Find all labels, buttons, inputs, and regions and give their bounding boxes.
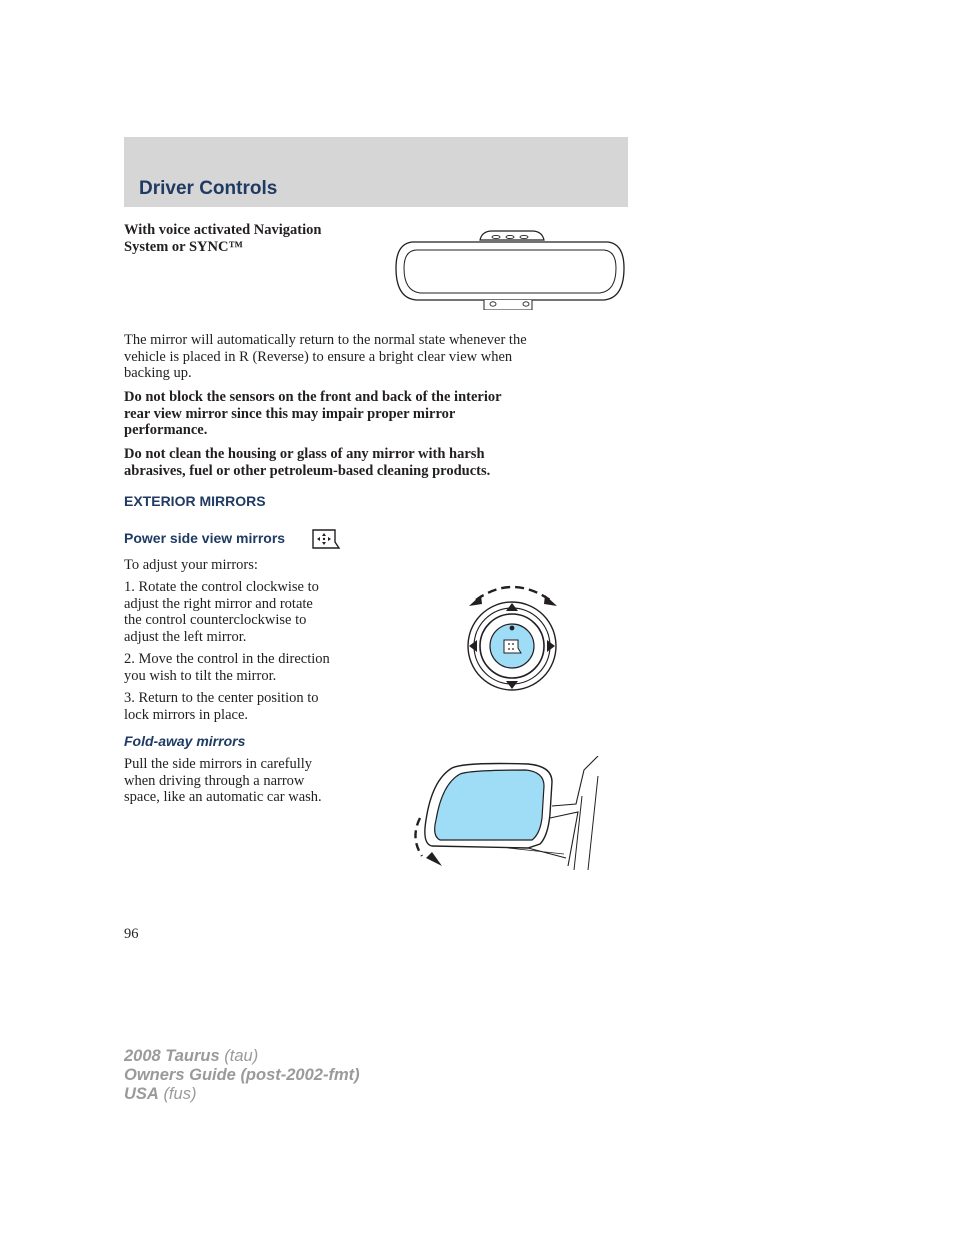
text-line: performance. <box>124 422 208 438</box>
footer-model-code: (tau) <box>224 1047 259 1065</box>
footer-line <box>124 1085 360 1104</box>
text-line: space, like an automatic car wash. <box>124 789 322 805</box>
text-line: 2. Move the control in the direction <box>124 651 330 667</box>
footer-guide: Owners Guide (post-2002-fmt) <box>124 1066 360 1084</box>
mirror-control-knob-illustration <box>460 582 568 694</box>
text-line: Pull the side mirrors in carefully <box>124 756 313 772</box>
nav-mirror-caption <box>124 222 321 255</box>
footer-market-code: (fus) <box>163 1085 197 1103</box>
rearview-mirror-illustration <box>392 228 628 310</box>
heading-text: Power side view mirrors <box>124 530 286 546</box>
adjust-intro: To adjust your mirrors: <box>124 557 258 573</box>
page-number: 96 <box>124 926 139 942</box>
step-3 <box>124 690 319 723</box>
footer-line <box>124 1066 360 1085</box>
step-1 <box>124 579 319 645</box>
exterior-mirrors-heading: EXTERIOR MIRRORS <box>124 493 266 509</box>
text-line: vehicle is placed in R (Reverse) to ensure a bright clear view when <box>124 348 513 365</box>
text-line: Do not clean the housing or glass of any mirror with harsh <box>124 446 485 462</box>
text-line: Do not block the sensors on the front and back of the interior <box>124 389 502 405</box>
text-line: lock mirrors in place. <box>124 706 249 723</box>
cleaning-warning <box>124 446 490 479</box>
fold-away-heading: Fold-away mirrors <box>124 733 246 749</box>
fold-away-mirror-illustration <box>408 756 604 874</box>
fold-away-text <box>124 756 322 806</box>
text-line: 1. Rotate the control clockwise to <box>124 579 319 595</box>
text-line: the control counterclockwise to <box>124 612 307 628</box>
caption-line: With voice activated Navigation <box>124 222 322 238</box>
text-line: adjust the right mirror and rotate <box>124 595 313 612</box>
step-2 <box>124 651 330 684</box>
page-title: Driver Controls <box>139 178 278 199</box>
footer-line <box>124 1047 360 1066</box>
text-line: backing up. <box>124 365 192 381</box>
caption-line: System or SYNC™ <box>124 238 243 255</box>
text-line: when driving through a narrow <box>124 772 305 789</box>
text-line: 3. Return to the center position to <box>124 690 319 706</box>
sensor-warning <box>124 389 502 439</box>
auto-return-paragraph <box>124 332 527 382</box>
text-line: you wish to tilt the mirror. <box>124 667 277 684</box>
text-line: The mirror will automatically return to the normal state whenever the <box>124 332 527 348</box>
power-mirrors-heading <box>124 530 285 546</box>
document-footer <box>124 1047 360 1104</box>
text-line: adjust the left mirror. <box>124 628 247 645</box>
text-line: rear view mirror since this may impair proper mirror <box>124 405 456 422</box>
power-mirror-symbol-icon <box>311 528 341 550</box>
footer-model: 2008 Taurus <box>124 1047 220 1065</box>
footer-market: USA <box>124 1085 159 1103</box>
text-line: abrasives, fuel or other petroleum-based cleaning products. <box>124 462 491 479</box>
